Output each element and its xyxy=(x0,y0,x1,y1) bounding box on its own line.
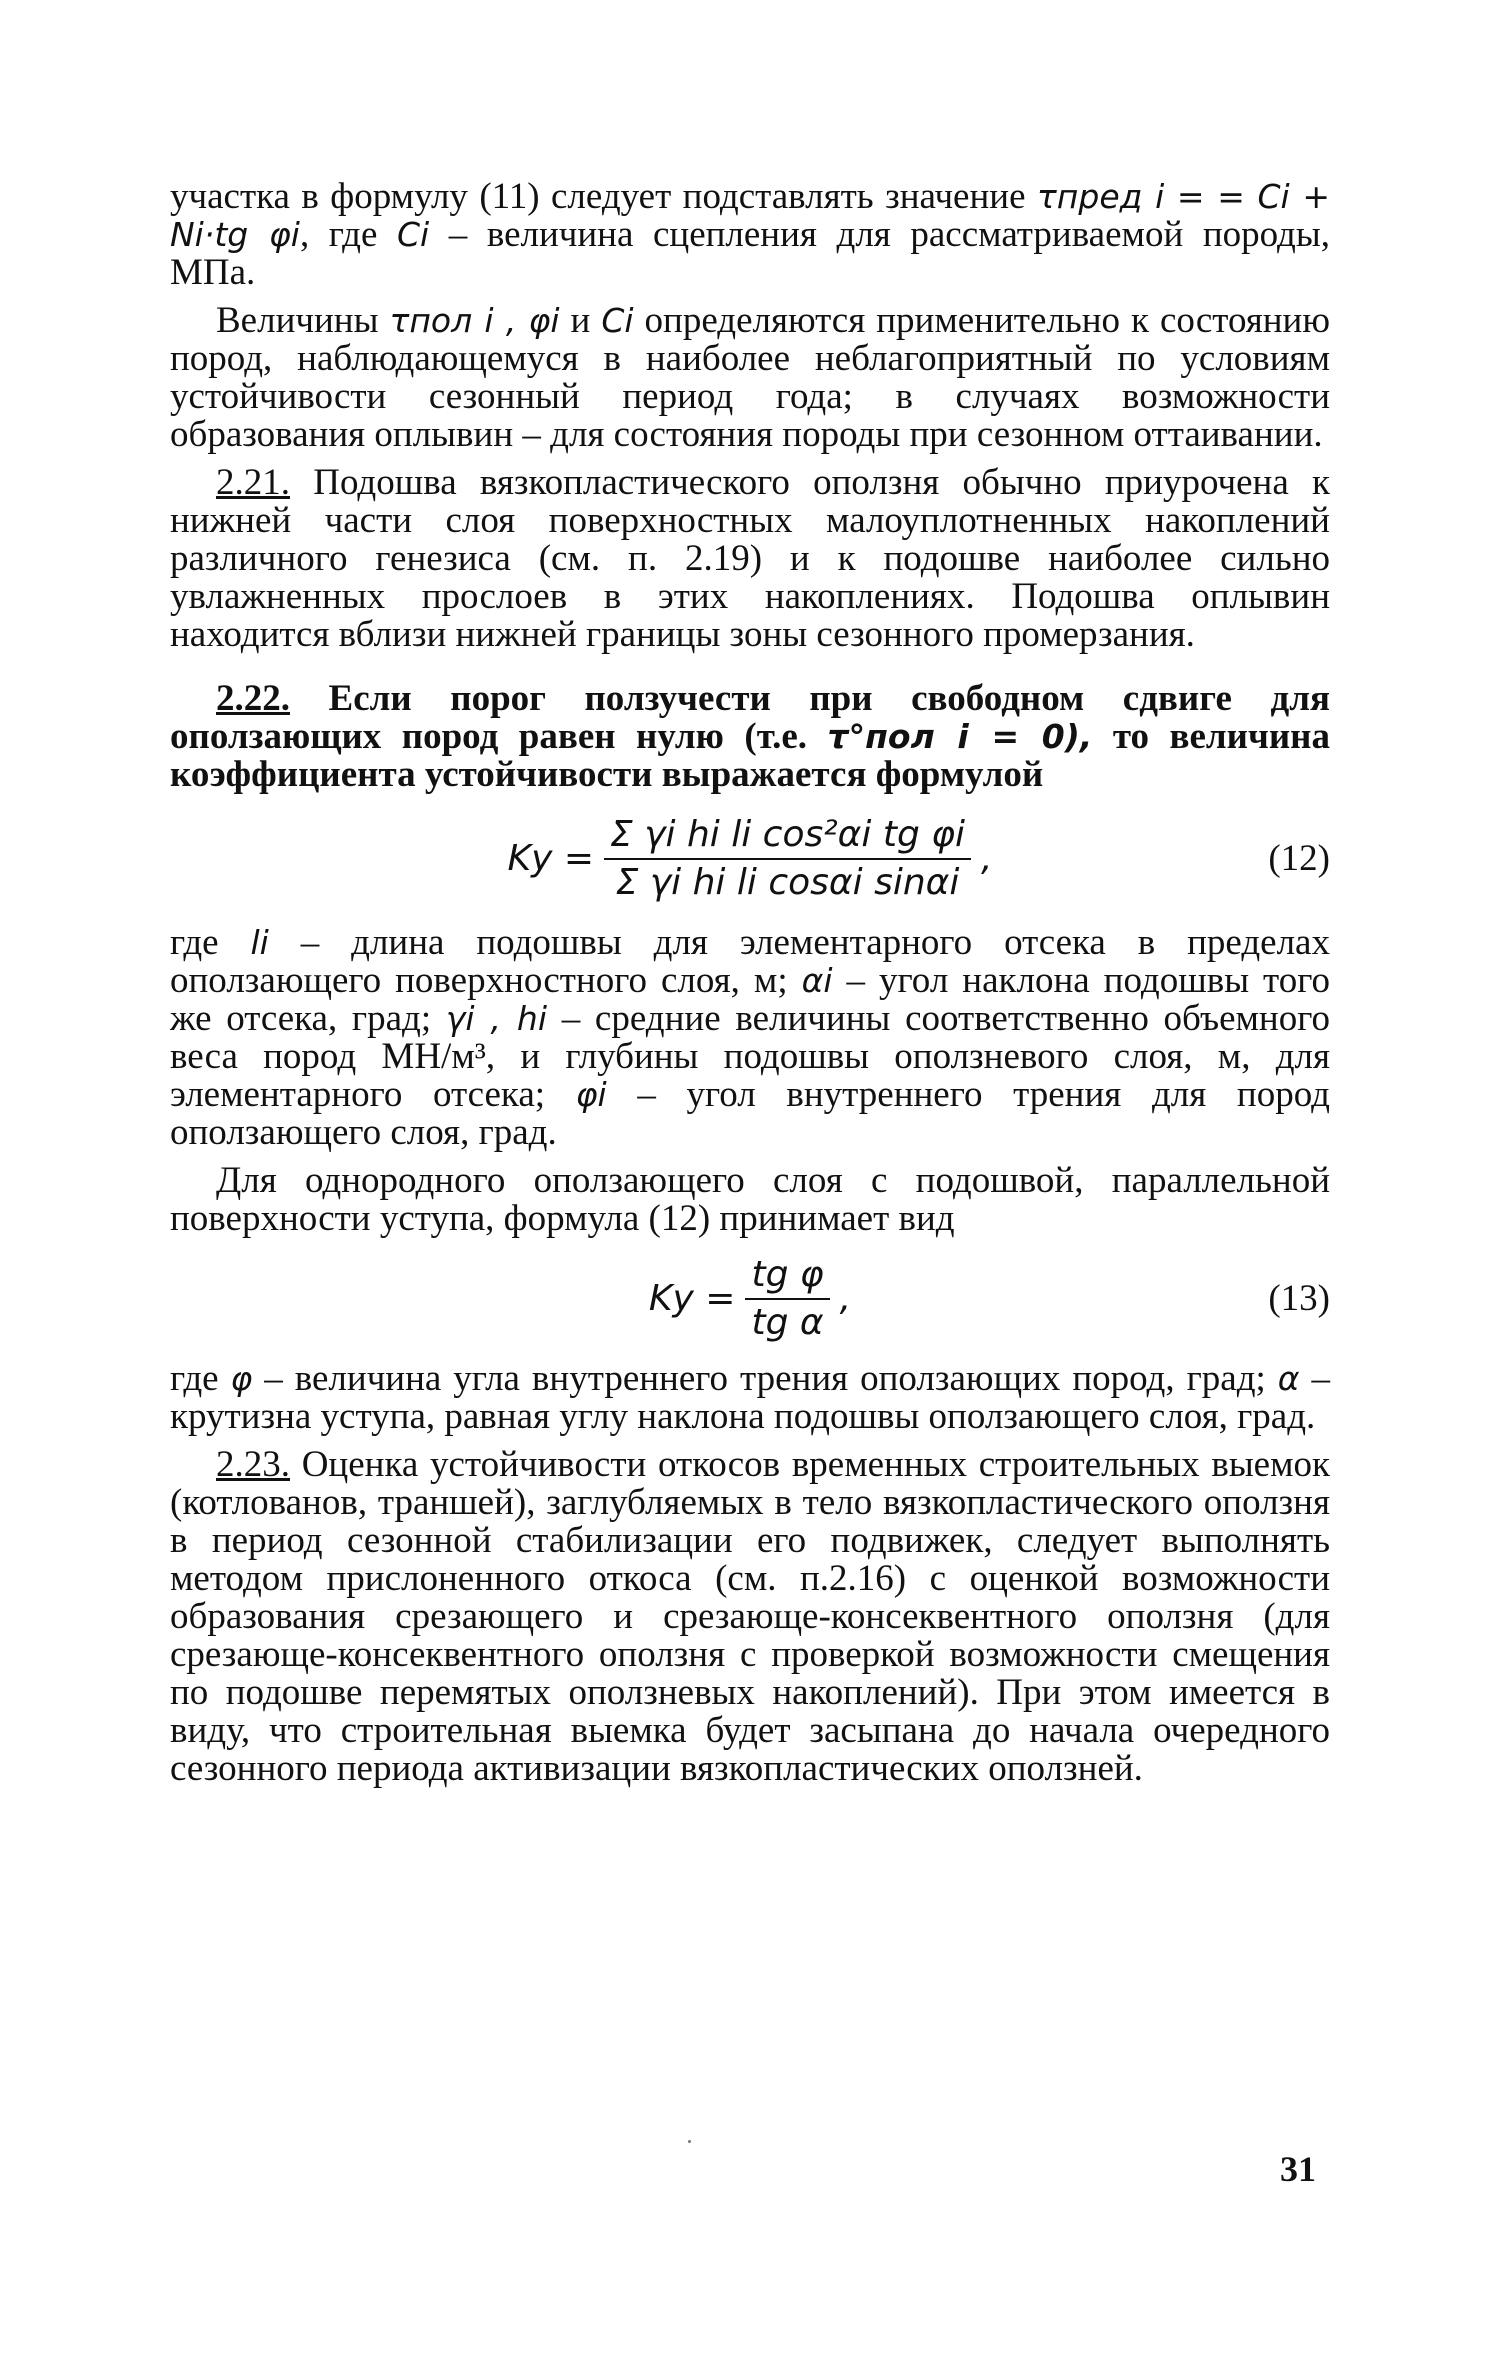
inline-formula: α xyxy=(1277,1359,1300,1398)
text: Величины xyxy=(216,300,390,341)
text: – средние величины соответственно объемного веса пород МН/м³, и глубины подошвы оползневого слоя, м, для элементарного отсека; xyxy=(170,998,1330,1115)
numerator: tg φ xyxy=(745,1256,829,1300)
inline-formula: Ci xyxy=(396,215,430,254)
text: Если порог ползучести при свободном сдвиге для оползающих пород равен нулю (т.е. xyxy=(170,678,1330,757)
formula xyxy=(649,1256,851,1342)
inline-formula: γi , hi xyxy=(445,999,548,1038)
formula-tail: , xyxy=(981,838,993,879)
text: – длина подошвы для элементарного отсека в пределах оползающего поверхностного слоя, м; xyxy=(170,922,1330,1001)
numerator: Σ γi hi li cos²αi tg φi xyxy=(604,816,971,860)
text: участка в формулу (11) следует подставлять значение xyxy=(170,176,1037,217)
inline-formula: Ci xyxy=(601,301,634,340)
page-number: 31 xyxy=(1280,2149,1316,2189)
paragraph-2-21 xyxy=(170,464,1330,654)
text: то величина коэффициента устойчивости выражается формулой xyxy=(170,716,1330,795)
text: – угол внутреннего трения для пород оползающего слоя, град. xyxy=(170,1074,1330,1153)
equation-number: (13) xyxy=(1268,1278,1330,1319)
formula-tail: , xyxy=(839,1278,852,1319)
equation-12 xyxy=(170,794,1330,924)
section-number: 2.23. xyxy=(216,1444,290,1485)
paragraph-homogeneous xyxy=(170,1162,1330,1238)
body-text xyxy=(170,178,1330,1788)
text: , где xyxy=(299,214,397,255)
denominator: tg α xyxy=(751,1302,824,1343)
text: где xyxy=(170,1358,231,1399)
equation-13 xyxy=(170,1238,1330,1360)
section-number: 2.22. xyxy=(216,678,290,719)
text: – величина угла внутреннего трения оползающих пород, град; xyxy=(252,1358,1278,1399)
section-number: 2.21. xyxy=(216,462,290,503)
inline-formula: φi xyxy=(575,1075,607,1114)
text: – величина сцепления для рассматриваемой породы, МПа. xyxy=(170,214,1330,293)
inline-formula: τ°пол i = 0), xyxy=(827,717,1093,756)
formula xyxy=(508,816,993,902)
text: – крутизна уступа, равная углу наклона подошвы оползающего слоя, град. xyxy=(170,1358,1330,1437)
formula-lhs: Kу = xyxy=(648,1278,736,1319)
scan-speck xyxy=(688,2140,691,2143)
paragraph-2-22 xyxy=(170,680,1330,794)
paragraph-continuation xyxy=(170,178,1330,292)
text: Подошва вязкопластического оползня обычно приурочена к нижней части слоя поверхностных малоуплотненных накоплений различного генезиса (см. п. 2.19) и к подошве наиболее сильно увлажненных прослоев в этих накоплениях. Подошва оплывин находится вблизи нижней границы зоны сезонного промерзания. xyxy=(170,462,1330,655)
inline-formula: li xyxy=(250,923,269,962)
paragraph-2-23 xyxy=(170,1446,1330,1788)
text: Для однородного оползающего слоя с подошвой, параллельной поверхности уступа, формула (12) принимает вид xyxy=(170,1160,1330,1239)
fraction xyxy=(604,816,971,902)
paragraph-where-12 xyxy=(170,924,1330,1152)
paragraph-values xyxy=(170,302,1330,454)
equation-number: (12) xyxy=(1268,838,1330,879)
inline-formula: τпред i = = Ci + Ni·tg φi xyxy=(170,177,1330,254)
text: где xyxy=(170,922,251,963)
text: и xyxy=(559,300,602,341)
inline-formula: φ xyxy=(230,1359,253,1398)
text: Оценка устойчивости откосов временных строительных выемок (котлованов, траншей), заглубляемых в тело вязкопластического оползня в период сезонной стабилизации его подвижек, следует выполнять методом прислоненного откоса (см. п.2.16) с оценкой возможности образования срезающего и срезающе-консеквентного оползня (для срезающе-консеквентного оползня с проверкой возможности смещения по подошве перемятых оползневых накоплений). При этом имеется в виду, что строительная выемка будет засыпана до начала очередного сезонного периода активизации вязкопластических оползней. xyxy=(170,1444,1330,1789)
inline-formula: τпол i , φi xyxy=(389,301,560,340)
fraction xyxy=(745,1256,829,1342)
text: – угол наклона подошвы того же отсека, град; xyxy=(170,960,1330,1039)
denominator: Σ γi hi li cosαi sinαi xyxy=(615,862,960,903)
inline-formula: αi xyxy=(801,961,833,1000)
paragraph-where-13 xyxy=(170,1360,1330,1436)
text: определяются применительно к состоянию пород, наблюдающемуся в наиболее неблагоприятный по условиям устойчивости сезонный период года; в случаях возможности образования оплывин – для состояния породы при сезонном оттаивании. xyxy=(170,300,1330,455)
formula-lhs: Kу = xyxy=(507,838,595,879)
